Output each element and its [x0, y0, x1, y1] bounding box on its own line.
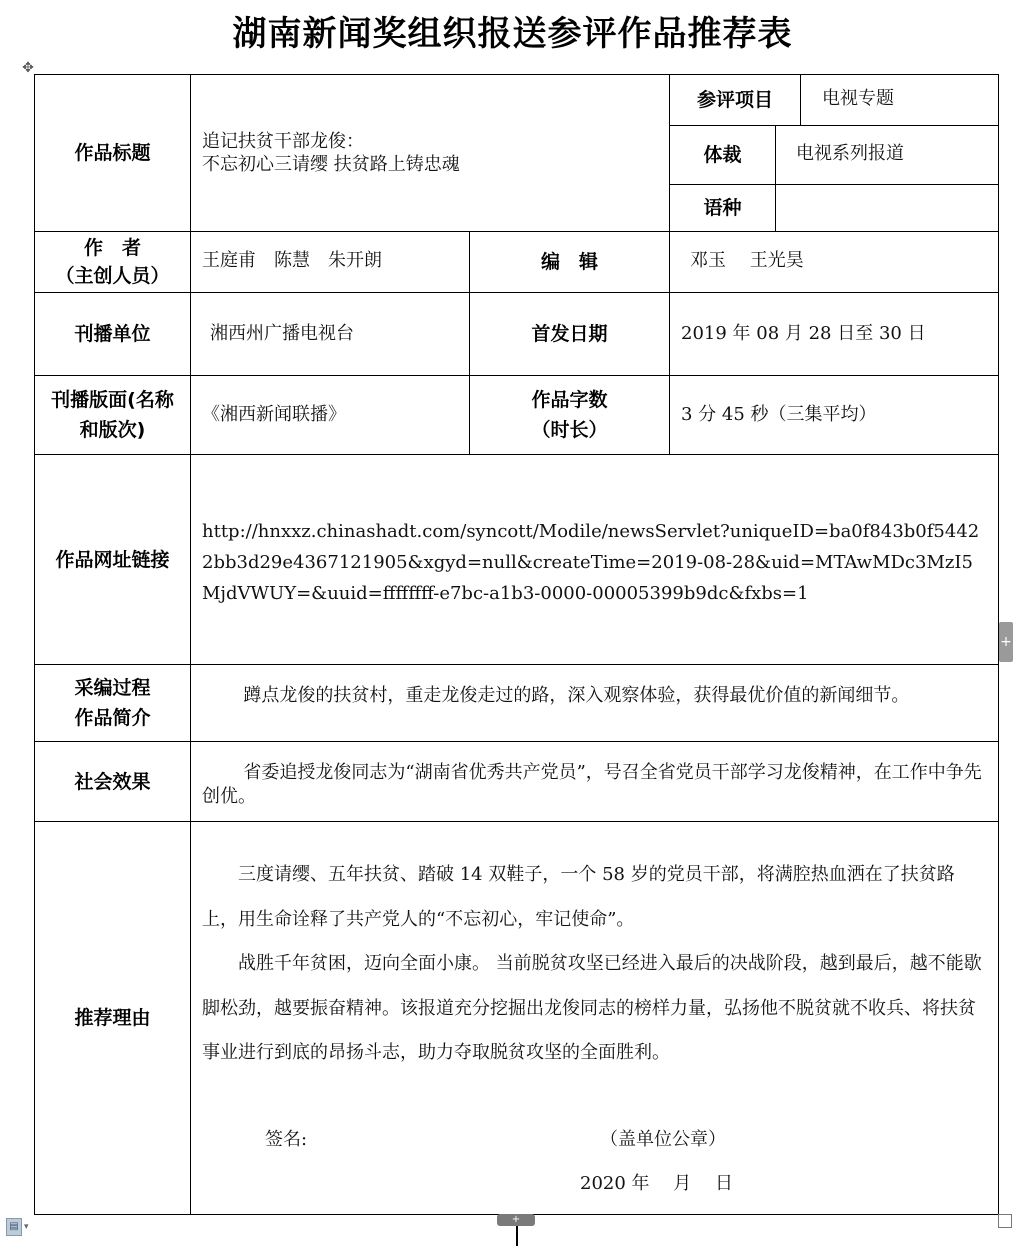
reason-paragraph-1: 三度请缨、五年扶贫、踏破 14 双鞋子，一个 58 岁的党员干部，将满腔热血洒在了扶贫路上，用生命诠释了共产党人的“不忘初心，牢记使命”。 — [202, 864, 955, 930]
page-title: 湖南新闻奖组织报送参评作品推荐表 — [232, 14, 793, 54]
process-label — [35, 665, 190, 741]
reason-label: 推荐理由 — [74, 1007, 151, 1029]
word-count-label — [470, 376, 669, 454]
author-label — [35, 232, 190, 292]
move-handle-icon[interactable]: ✥ — [22, 60, 34, 76]
genre-label: 体裁 — [703, 144, 742, 166]
work-title-label: 作品标题 — [74, 142, 151, 164]
url-label: 作品网址链接 — [55, 548, 170, 571]
author-label-line2: （主创人员） — [55, 265, 170, 287]
editor-label: 编 辑 — [540, 251, 598, 273]
editors-value: 邓玉 王光昊 — [690, 250, 804, 271]
url-link[interactable]: http://hnxxz.chinashadt.com/syncott/Modile/newsServlet?uniqueID=ba0f843b0f54422bb3d29e4367121905&xgyd=null&createTime=2019-08-28&uid=MTAwMDc3MzI5MjdVWUY=&uuid=ffffffff-e7bc-a1b3-0000-00005399b9dc&fxbs=1 — [202, 521, 980, 604]
table-divider — [775, 125, 776, 232]
word-count-label-line2: （时长） — [531, 419, 608, 441]
first-date-value: 2019 年 08 月 28 日至 30 日 — [681, 323, 926, 344]
signature-label: 签名: — [265, 1129, 308, 1150]
process-label-line1: 采编过程 — [74, 677, 151, 699]
category-value: 电视专题 — [822, 88, 894, 109]
paste-options-icon[interactable]: ▤ — [6, 1218, 22, 1236]
authors-value: 王庭甫 陈慧 朱开朗 — [202, 250, 382, 271]
reason-text — [202, 853, 988, 1076]
page-label-line2: 和版次) — [79, 419, 146, 441]
genre-value: 电视系列报道 — [796, 143, 904, 164]
table-divider — [800, 74, 801, 126]
word-count-label-line1: 作品字数 — [531, 389, 608, 411]
page-label — [35, 376, 190, 454]
page-value: 《湘西新闻联播》 — [202, 404, 346, 425]
publisher-value: 湘西州广播电视台 — [210, 323, 354, 344]
text-cursor — [516, 1226, 518, 1246]
row-resize-handle[interactable]: + — [497, 1214, 535, 1226]
process-label-line2: 作品简介 — [74, 707, 151, 729]
chevron-down-icon[interactable]: ▾ — [24, 1222, 29, 1232]
page-label-line1: 刊播版面(名称 — [51, 389, 174, 411]
plus-icon[interactable]: + — [999, 622, 1013, 662]
social-effect-label: 社会效果 — [74, 770, 151, 793]
work-title-line2: 不忘初心三请缨 扶贫路上铸忠魂 — [202, 154, 460, 175]
seal-text: （盖单位公章） — [600, 1129, 726, 1150]
category-label: 参评项目 — [696, 89, 773, 111]
table-divider — [190, 74, 191, 1215]
author-label-line1: 作 者 — [83, 237, 141, 259]
language-label: 语种 — [703, 197, 742, 219]
date-line: 2020 年 月 日 — [580, 1173, 733, 1194]
table-divider — [669, 231, 670, 455]
first-date-label: 首发日期 — [531, 323, 608, 345]
table-resize-handle[interactable] — [998, 1214, 1012, 1228]
social-effect-text: 省委追授龙俊同志为“湖南省优秀共产党员”，号召全省党员干部学习龙俊精神，在工作中争先创优。 — [202, 762, 982, 807]
publisher-label: 刊播单位 — [74, 323, 151, 345]
reason-paragraph-2: 战胜千年贫困，迈向全面小康。 当前脱贫攻坚已经进入最后的决战阶段，越到最后，越不能歇脚松劲，越要振奋精神。该报道充分挖掘出龙俊同志的榜样力量，弘扬他不脱贫就不收兵、将扶贫事业进行到底的昂扬斗志，助力夺取脱贫攻坚的全面胜利。 — [202, 953, 982, 1063]
word-count-value: 3 分 45 秒（三集平均） — [681, 404, 877, 425]
work-title-line1: 追记扶贫干部龙俊： — [202, 131, 364, 152]
process-text: 蹲点龙俊的扶贫村，重走龙俊走过的路，深入观察体验，获得最优价值的新闻细节。 — [243, 685, 910, 706]
